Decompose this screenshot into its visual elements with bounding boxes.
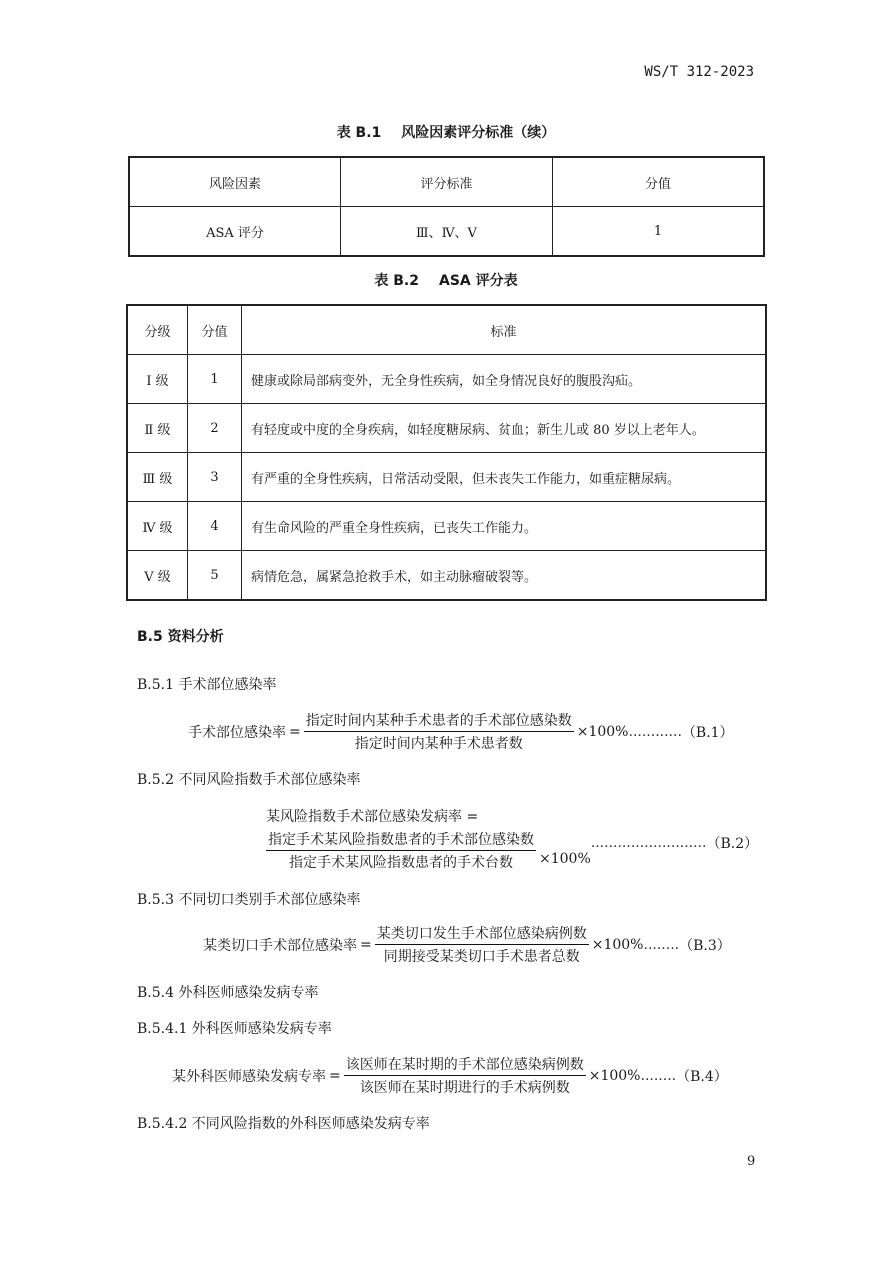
section-heading-b54: B.5.4 外科医师感染发病专率 bbox=[137, 985, 319, 1001]
formula-number: （B.2） bbox=[706, 835, 759, 852]
table-row bbox=[128, 502, 766, 551]
table-cell: 1 bbox=[188, 355, 242, 404]
section-heading-b541: B.5.4.1 外科医师感染发病专率 bbox=[137, 1021, 332, 1037]
formula-factor: ×100% bbox=[539, 850, 591, 867]
formula-factor: ×100% bbox=[576, 723, 629, 740]
table-b2-title: ASA 评分表 bbox=[438, 273, 518, 289]
table-cell: Ⅲ 级 bbox=[128, 453, 188, 502]
formula-leader-dots: ........ bbox=[640, 1067, 677, 1084]
table-cell: 3 bbox=[188, 453, 242, 502]
formula-denominator: 指定时间内某种手术患者数 bbox=[354, 736, 523, 752]
table-header-row bbox=[130, 158, 764, 207]
table-row bbox=[130, 207, 764, 256]
table-cell: 2 bbox=[188, 404, 242, 453]
formula-b1 bbox=[188, 710, 734, 753]
formula-numerator: 该医师在某时期的手术部位感染病例数 bbox=[344, 1054, 586, 1076]
section-heading-b53: B.5.3 不同切口类别手术部位感染率 bbox=[137, 892, 361, 908]
table-cell: 4 bbox=[188, 502, 242, 551]
formula-lhs: 某外科医师感染发病专率 bbox=[172, 1068, 326, 1085]
standard-code: WS/T 312-2023 bbox=[644, 64, 754, 80]
formula-b2 bbox=[266, 829, 758, 872]
section-heading-b5: B.5 资料分析 bbox=[137, 629, 224, 645]
table-row bbox=[128, 404, 766, 453]
formula-denominator: 同期接受某类切口手术患者总数 bbox=[383, 949, 580, 965]
equals-sign: = bbox=[360, 936, 372, 953]
formula-numerator: 指定时间内某种手术患者的手术部位感染数 bbox=[304, 710, 574, 732]
formula-fraction bbox=[375, 923, 589, 966]
table-b1 bbox=[129, 157, 764, 256]
table-row bbox=[128, 355, 766, 404]
table-cell: Ⅲ、Ⅳ、Ⅴ bbox=[341, 207, 553, 256]
formula-number: （B.3） bbox=[679, 937, 731, 954]
section-heading-b542: B.5.4.2 不同风险指数的外科医师感染发病专率 bbox=[137, 1116, 430, 1132]
formula-fraction bbox=[304, 710, 574, 753]
section-heading-b52: B.5.2 不同风险指数手术部位感染率 bbox=[137, 772, 361, 788]
formula-denominator: 该医师在某时期进行的手术病例数 bbox=[359, 1080, 570, 1096]
table-row bbox=[128, 551, 766, 600]
table-cell: Ⅰ 级 bbox=[128, 355, 188, 404]
table-header-cell: 分级 bbox=[128, 306, 188, 355]
table-b2-number: 表 B.2 bbox=[374, 273, 419, 289]
table-b2 bbox=[127, 305, 766, 600]
table-cell: 有生命风险的严重全身性疾病，已丧失工作能力。 bbox=[242, 502, 766, 551]
section-heading-b51: B.5.1 手术部位感染率 bbox=[137, 677, 277, 693]
formula-denominator: 指定手术某风险指数患者的手术台数 bbox=[289, 855, 513, 871]
table-header-row bbox=[128, 306, 766, 355]
table-header-cell: 评分标准 bbox=[341, 158, 553, 207]
table-cell: ASA 评分 bbox=[130, 207, 341, 256]
formula-factor: ×100% bbox=[591, 936, 644, 953]
page-number: 9 bbox=[747, 1154, 756, 1169]
table-cell: Ⅱ 级 bbox=[128, 404, 188, 453]
formula-lhs: 某类切口手术部位感染率 bbox=[203, 937, 357, 954]
formula-number: （B.4） bbox=[676, 1068, 728, 1085]
formula-numerator: 某类切口发生手术部位感染病例数 bbox=[375, 923, 589, 945]
table-b1-caption bbox=[0, 122, 892, 142]
formula-b4 bbox=[172, 1054, 728, 1097]
table-cell: 5 bbox=[188, 551, 242, 600]
formula-leader-dots: ............ bbox=[628, 723, 682, 740]
table-cell: 有轻度或中度的全身疾病，如轻度糖尿病、贫血；新生儿或 80 岁以上老年人。 bbox=[242, 404, 766, 453]
table-header-cell: 分值 bbox=[188, 306, 242, 355]
formula-b2-lhs: 某风险指数手术部位感染发病率 = bbox=[266, 809, 479, 825]
table-header-cell: 分值 bbox=[553, 158, 764, 207]
formula-fraction bbox=[266, 829, 536, 872]
formula-factor: ×100% bbox=[588, 1067, 641, 1084]
formula-leader-dots: .......................... bbox=[590, 834, 707, 851]
table-b1-title: 风险因素评分标准（续） bbox=[401, 125, 556, 141]
table-cell: 健康或除局部病变外，无全身性疾病，如全身情况良好的腹股沟疝。 bbox=[242, 355, 766, 404]
table-cell: Ⅴ 级 bbox=[128, 551, 188, 600]
table-row bbox=[128, 453, 766, 502]
formula-number: （B.1） bbox=[681, 724, 734, 741]
table-cell: 1 bbox=[553, 207, 764, 256]
table-header-cell: 标准 bbox=[242, 306, 766, 355]
equals-sign: = bbox=[329, 1067, 341, 1084]
table-cell: 病情危急，属紧急抢救手术，如主动脉瘤破裂等。 bbox=[242, 551, 766, 600]
formula-numerator: 指定手术某风险指数患者的手术部位感染数 bbox=[266, 829, 536, 851]
table-cell: 有严重的全身性疾病，日常活动受限，但未丧失工作能力，如重症糖尿病。 bbox=[242, 453, 766, 502]
table-b2-caption bbox=[0, 270, 892, 290]
equals-sign: = bbox=[289, 723, 301, 740]
table-b1-number: 表 B.1 bbox=[336, 125, 382, 141]
formula-lhs: 手术部位感染率 bbox=[188, 724, 286, 741]
formula-fraction bbox=[344, 1054, 586, 1097]
formula-leader-dots: ........ bbox=[643, 936, 680, 953]
table-header-cell: 风险因素 bbox=[130, 158, 341, 207]
formula-b3 bbox=[203, 923, 731, 966]
table-cell: Ⅳ 级 bbox=[128, 502, 188, 551]
